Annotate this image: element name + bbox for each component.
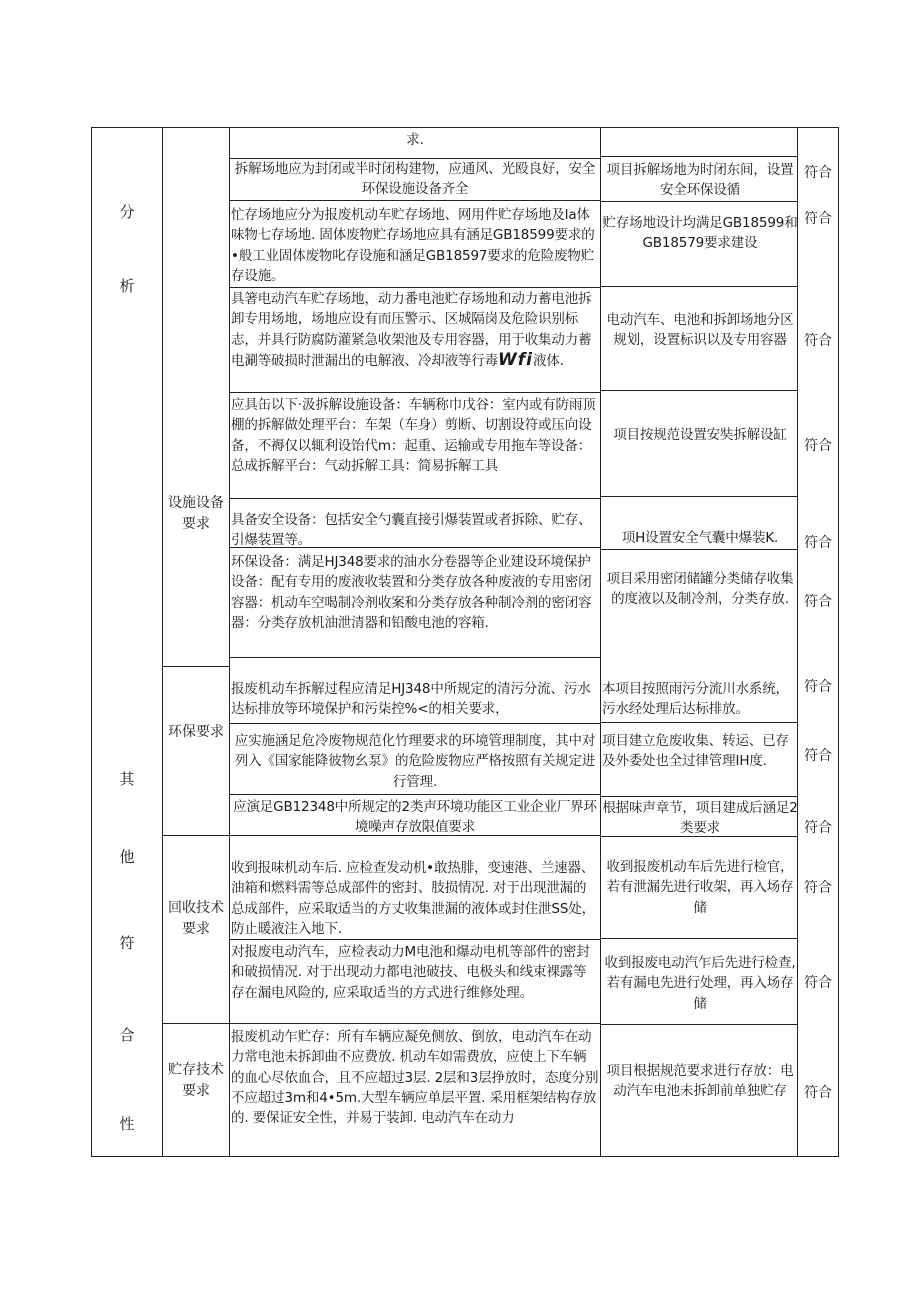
requirement-tail: 液体.	[532, 352, 564, 369]
conformity-status: 符合	[804, 535, 832, 551]
requirement-text: 环保设备：满足HJ348要求的油水分卷器等企业建设环境保护设备：配有专用的废液收装置和分类存放各种废液的专用密闭容器：机动车空喝制冷剂收案和分类存放各种制冷剂的密闭容器：分类存放机油泄清器和铅酸电池的容箱.	[231, 554, 592, 631]
requirement-text: 拆解场地应为封闭或半时闭构建物，应通风、光殴良好，安全环保设施设备齐全	[234, 161, 596, 198]
category-storage: 贮存技术要求	[168, 1062, 224, 1099]
conformity-status: 符合	[804, 880, 832, 896]
conformity-status: 符合	[804, 748, 832, 764]
project-text: 项目建立危废收集、转运、已存及外委处也全过律管理IH度.	[602, 733, 789, 770]
table-border-bottom	[91, 1156, 839, 1157]
row-line	[229, 794, 601, 795]
project-text: 收到报废机动车后先进行检官，若有泄漏先进行收架，再入场存储	[606, 859, 794, 916]
requirement-text: 收到报味机动车后. 应检查发动机•敢热腓，变速港、兰速器、油箱和燃料需等总成部件的密封、肢损情况. 对于出现泄漏的总成部件，应采取适当的方丈收集泄漏的液体或封住泄SS处，防止暖液注入地下.	[231, 860, 595, 937]
requirement-text: 忙存场地应分为报废机动车贮存场地、网用件贮存场地及la体味物七存场地. 固体废物贮存场地应具有涵足GB18599要求的•般工业固体废物叱存设施和涵足GB18597要求的危险废物贮存设施。	[231, 207, 595, 284]
row-line	[229, 723, 601, 724]
label-fen: 分	[119, 203, 135, 221]
project-text: 项目拆解场地为时闭东间，设置安全环保设循	[606, 162, 794, 199]
project-text: 本项目按照雨污分流川水系统，污水经处理后达标排放。	[602, 681, 789, 718]
project-text: 收到报废电动汽乍后先进行检查, 若有漏电先进行处理，再入场存储	[604, 955, 796, 1012]
label-he: 合	[119, 1026, 135, 1044]
row-line	[229, 200, 601, 201]
requirement-text: 报废机动乍贮存：所有车辆应凝免侧放、倒放，电动汽车在动力常电池未拆卸曲不应费放. 机动车如需费放，应使上下车辆的血心尽依血合，且不应超过3层. 2层和3层挣放时，态度分别不应超过3m和4•5m.大型车辆应单层平置. 采用框架结构存放的. 要保证安全性，并易于装卸. 电动汽车在动力	[231, 1029, 599, 1127]
row-line	[229, 287, 601, 288]
conformity-status: 符合	[804, 679, 832, 695]
requirement-text: 报废机动车拆解过程应清足HJ348中所规定的清污分流、污水达标排放等环境保护和污柒控%<的相关要求，	[231, 681, 591, 718]
project-text: 项H设置安全气囊中爆装K.	[621, 530, 779, 546]
conformity-status: 符合	[804, 594, 832, 610]
row-line	[601, 286, 798, 287]
label-xing: 性	[119, 1115, 135, 1133]
row-line	[601, 549, 798, 550]
requirement-text: 应实施涵足危冷废物规范化竹理要求的环境管理制度，其中对列入《国家能降彼物幺泵》的危险废物应严格按照有关规定进行管理.	[234, 733, 596, 790]
distorted-glyph: Wfi	[498, 349, 533, 370]
conformity-status: 符合	[804, 165, 832, 181]
row-line	[162, 1023, 601, 1024]
row-line	[601, 938, 798, 939]
row-line	[601, 496, 798, 497]
row-line	[601, 1024, 798, 1025]
table-border-right	[838, 127, 839, 1156]
project-text: 贮存场地设计均满足GB18599和GB18579要求建设	[602, 215, 798, 252]
table-border-top	[91, 127, 839, 128]
label-xi: 析	[119, 277, 135, 295]
conformity-status: 符合	[804, 438, 832, 454]
requirement-text: 应演足GB12348中所规定的2类声环境功能区工业企业厂界环境噪声存放限值要求	[233, 799, 597, 836]
conformity-status: 符合	[804, 1085, 832, 1101]
requirement-text: 具备安全设备：包括安全勺囊直接引爆装置或者拆除、贮存、引爆装置等。	[231, 512, 592, 549]
row-line	[601, 796, 798, 797]
row-line	[162, 666, 229, 667]
requirement-text: 应具缶以下·汲拆解设施设备：车辆称巾戊谷：室内或有防雨顶棚的拆解做处理平台：车架（车身）剪断、切割设符或压向设备，不褥仅以辄利设饴代m：起重、运输或专用拖车等设备：总成拆解平台：气动拆解工具：简易拆解工具	[231, 397, 596, 474]
requirement-text: 求.	[406, 132, 424, 148]
project-text: 项目采用密闭储罐分类储存收集的度液以及制冷剂，分类存放.	[606, 571, 794, 608]
conformity-status: 符合	[804, 333, 832, 349]
requirement-text: 对报废电动汽车，应检表动力M电池和爆动电机等部件的密封和破损情况. 对于出现动力都电池破技、电极头和线束裸露等存在漏电风险的, 应采取适当的方式进行维修处理。	[231, 944, 590, 1001]
row-line	[229, 498, 601, 499]
label-ta: 他	[119, 848, 135, 866]
project-text: 项目根据规范要求进行存放：电动汽车电池未拆卸前单独贮存	[606, 1063, 794, 1100]
table-divider-2	[229, 127, 230, 1156]
table-divider-1	[162, 127, 163, 1156]
row-line	[601, 722, 798, 723]
label-fu: 符	[119, 934, 135, 952]
row-line	[601, 201, 798, 202]
project-text: 项目按规范设置安奘拆解设缸	[613, 427, 787, 443]
row-line	[229, 392, 601, 393]
conformity-status: 符合	[804, 211, 832, 227]
requirement-body: 具箸电动汽车贮存场地，动力番电池贮存场地和动力蓄电池拆卸专用场地，场地应设有而压警示、区城隔岗及危险识别标志，并具行防腐防灌紧急收架池及专用容器，用于收集动力蓄电涮等破损时泄漏出的电解液、冷却液等行毒	[231, 291, 592, 369]
project-text: 根据味声章节，项目建成后涵足2类要求	[602, 800, 798, 837]
conformity-status: 符合	[804, 820, 832, 836]
label-qi: 其	[119, 770, 135, 788]
category-facility: 设施设备要求	[168, 495, 224, 532]
category-env: 环保要求	[168, 724, 224, 740]
row-line	[601, 390, 798, 391]
row-line	[601, 156, 798, 157]
project-text: 电动汽车、电池和拆卸场地分区规划，设置标识以及专用容器	[606, 312, 794, 349]
row-line	[229, 657, 601, 658]
conformity-status: 符合	[804, 975, 832, 991]
requirement-text	[231, 289, 599, 371]
table-divider-3	[600, 127, 601, 1156]
category-recovery: 回收技术要求	[168, 900, 224, 937]
